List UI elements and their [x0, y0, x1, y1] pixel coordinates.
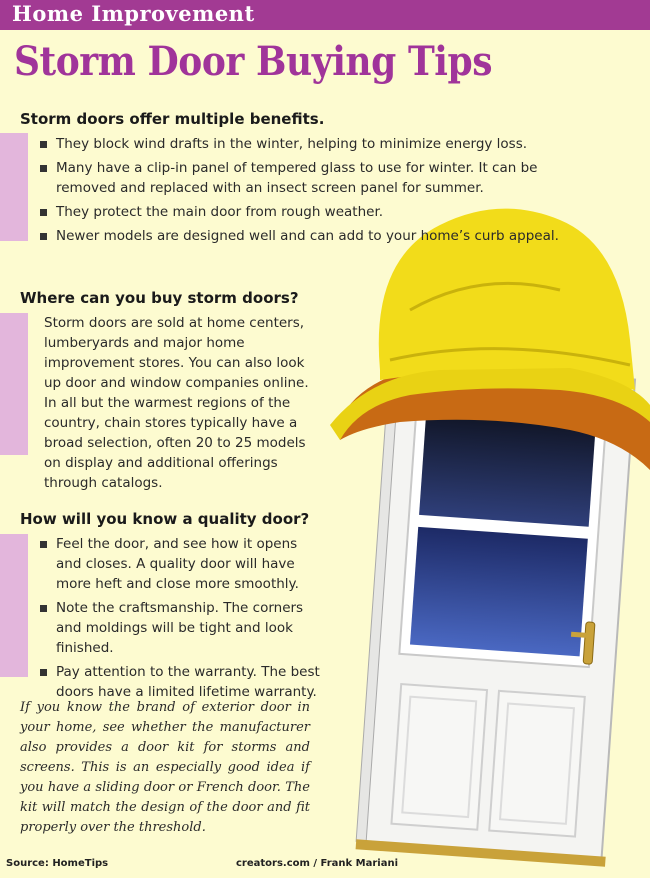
benefits-list: [40, 134, 560, 250]
list-item: They block wind drafts in the winter, helping to minimize energy loss.: [40, 134, 560, 154]
source-credit: Source: HomeTips: [6, 858, 109, 869]
section-header-bar: [0, 0, 650, 30]
list-item: Many have a clip-in panel of tempered glass to use for winter. It can be removed and replaced with an insect screen panel for summer.: [40, 158, 560, 198]
section-label: Home Improvement: [12, 1, 255, 26]
section-tab-marker: [0, 133, 28, 241]
section-heading-benefits: Storm doors offer multiple benefits.: [20, 110, 325, 128]
quality-list: [40, 534, 325, 706]
list-item: They protect the main door from rough weather.: [40, 202, 560, 222]
closing-paragraph: If you know the brand of exterior door in your home, see whether the manufacturer also provides a door kit for storms and screens. This is an especially good idea if you have a sliding door or French door. The kit will match the design of the door and fit properly over the threshold.: [20, 700, 310, 835]
page-title: Storm Door Buying Tips: [14, 38, 493, 85]
section-tab-marker: [0, 534, 28, 677]
artist-credit: creators.com / Frank Mariani: [236, 858, 399, 869]
list-item: Newer models are designed well and can add to your home’s curb appeal.: [40, 226, 560, 246]
list-item: Feel the door, and see how it opens and closes. A quality door will have more heft and close more smoothly.: [40, 534, 325, 594]
where-paragraph: Storm doors are sold at home centers, lumberyards and major home improvement stores. You can also look up door and window companies online. In all but the warmest regions of the country, chain stores typically have a broad selection, often 20 to 25 models on display and additional offerings through catalogs.: [44, 315, 309, 491]
storm-door-illustration: [330, 190, 650, 870]
section-tab-marker: [0, 313, 28, 455]
section-heading-where: Where can you buy storm doors?: [20, 289, 299, 307]
section-heading-quality: How will you know a quality door?: [20, 510, 310, 528]
list-item: Pay attention to the warranty. The best doors have a limited lifetime warranty.: [40, 662, 325, 702]
list-item: Note the craftsmanship. The corners and moldings will be tight and look finished.: [40, 598, 325, 658]
